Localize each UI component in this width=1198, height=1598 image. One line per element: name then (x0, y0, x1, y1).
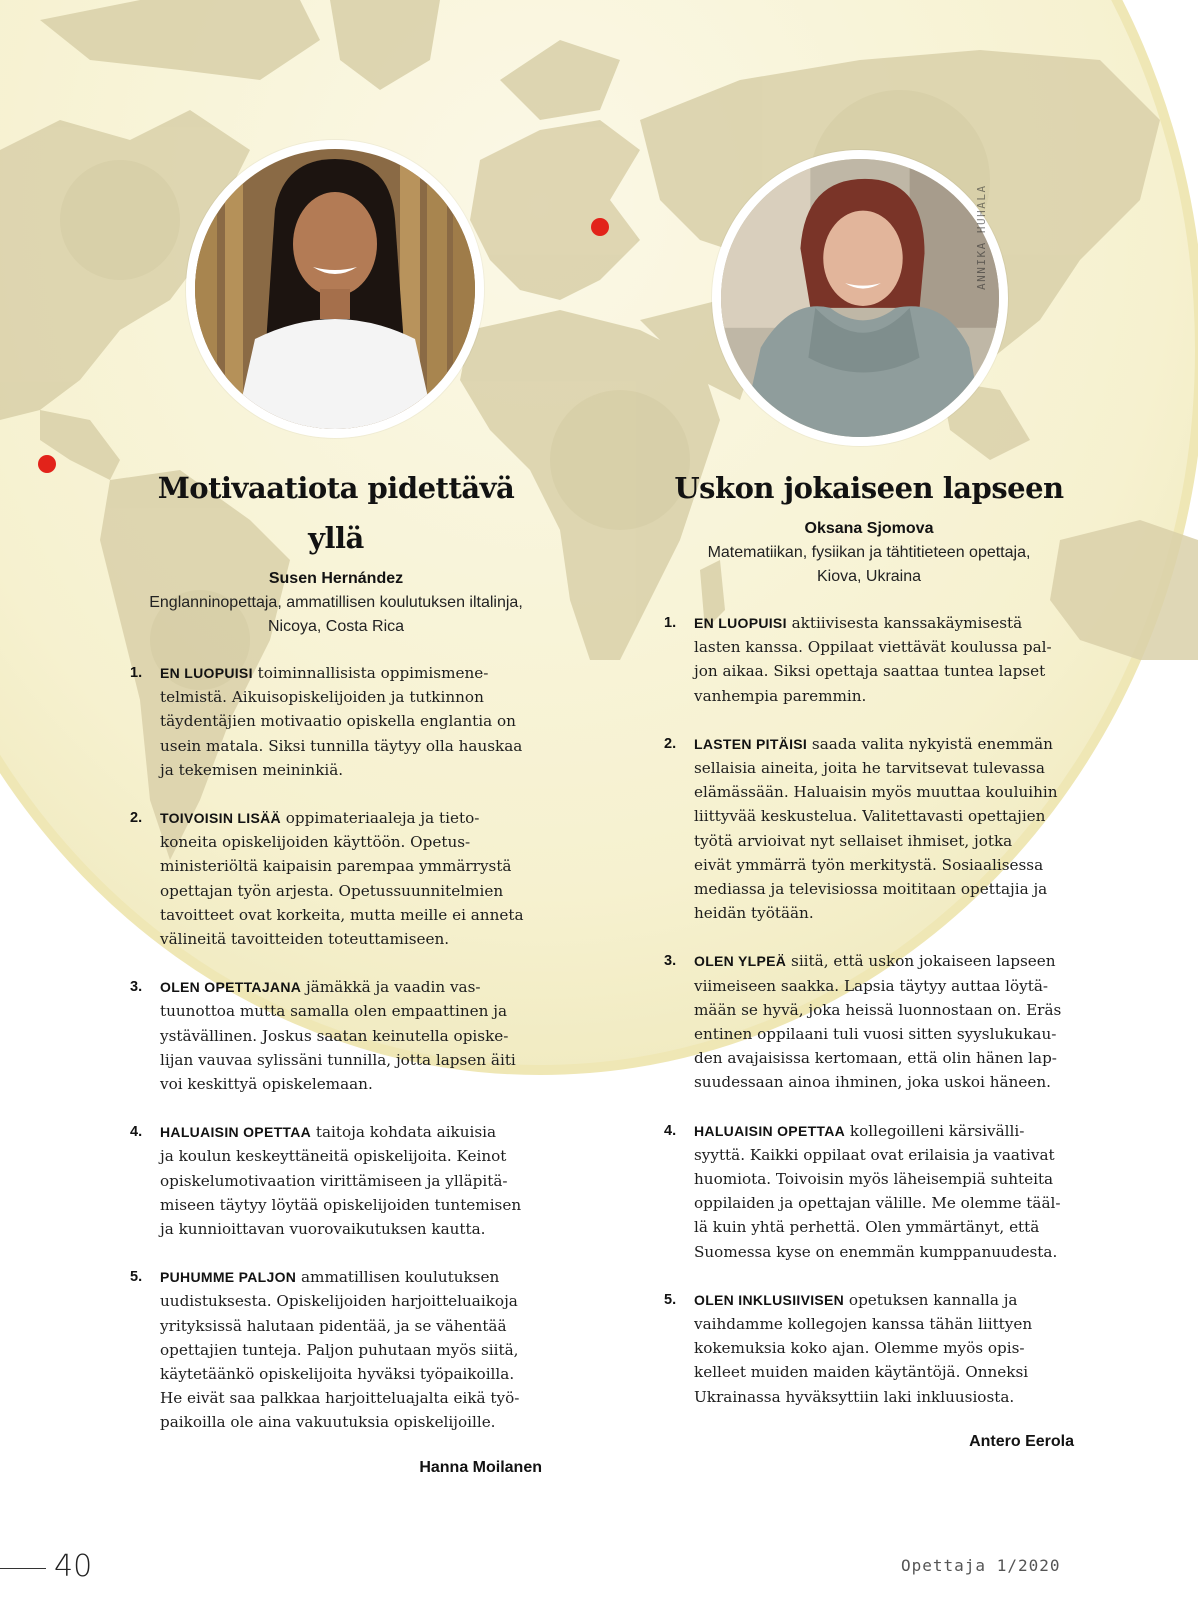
list-item (130, 1120, 542, 1241)
item-lead: LASTEN PITÄISI (694, 735, 808, 752)
item-text (160, 1265, 542, 1434)
item-text (160, 806, 542, 951)
item-text (694, 1288, 1074, 1409)
page-number-rule (0, 1568, 46, 1569)
left-column (130, 463, 542, 1477)
item-number: 4. (130, 1124, 143, 1141)
left-person-role: Englanninopettaja, ammatillisen koulutuksen iltalinja, (149, 594, 523, 611)
list-item (130, 1265, 542, 1434)
item-body: toiminnallisista oppimismene- telmistä. Aikuisopiskelijoiden ja tutkinnon täydentäjien motivaatio opiskella englantia on usein matala. Siksi tunnilla täytyy olla hauskaa ja tekemisen meininkiä. (160, 664, 523, 779)
item-text (694, 949, 1074, 1094)
item-text (694, 732, 1074, 926)
item-lead: OLEN OPETTAJANA (160, 979, 302, 996)
item-lead: OLEN INKLUSIIVISEN (694, 1291, 845, 1308)
item-number: 1. (664, 615, 677, 631)
item-lead: EN LUOPUISI (160, 665, 253, 681)
list-item (130, 661, 542, 782)
item-number: 2. (130, 810, 143, 827)
left-author: Hanna Moilanen (419, 1458, 542, 1476)
item-number: 4. (664, 1122, 677, 1139)
photo-credit: ANNIKA HUHALA (975, 184, 988, 290)
item-body: oppimateriaaleja ja tieto- koneita opiskelijoiden käyttöön. Opetus- ministeriöltä kaipaisin parempaa ymmärrystä opettajan työn arjesta. Opetussuunnitelmien tavoitteet ovat korkeita, mutta meille ei anneta välineitä tavoitteiden toteuttamiseen. (160, 809, 524, 949)
right-person-name: Oksana Sjomova (804, 520, 934, 537)
item-lead: HALUAISIN OPETTAA (694, 1122, 846, 1139)
list-item (664, 1119, 1074, 1264)
item-lead: TOIVOISIN LISÄÄ (160, 810, 281, 827)
item-body: aktiivisesta kanssakäymisestä lasten kanssa. Oppilaat viettävät koulussa pal- jon aikaa. Siksi opettaja saattaa tuntea lapset vanhempia paremmin. (694, 614, 1052, 705)
item-number: 5. (130, 1269, 143, 1286)
list-item (130, 975, 542, 1096)
item-text (160, 1120, 542, 1241)
issue-label: Opettaja 1/2020 (901, 1556, 1061, 1575)
item-text (694, 611, 1074, 708)
map-marker-icon (38, 455, 56, 473)
item-body: taitoja kohdata aikuisia ja koulun keskeyttäneitä opiskelijoita. Keinot opiskelumotivaation virittämiseen ja ylläpitä- miseen täytyy löytää opiskelijoiden tuntemisen ja kunnioittavan vuorovaikutuksen kautta. (160, 1123, 522, 1239)
left-person-place: Nicoya, Costa Rica (267, 618, 405, 635)
item-text (160, 661, 542, 782)
list-item (664, 1288, 1074, 1409)
right-author: Antero Eerola (969, 1432, 1074, 1450)
item-body: saada valita nykyistä enemmän sellaisia aineita, joita he tarvitsevat tulevassa elämässään. Haluaisin myös muuttaa kouluihin liittyvää keskustelua. Valitettavasti opettajien työtä arvioivat nyt sellaiset ihmiset, jotka eivät ymmärrä työn merkitystä. Sosiaalisessa mediassa ja televisiossa moititaan opettajia ja heidän työtään. (694, 734, 1058, 923)
list-item (130, 806, 542, 951)
right-person-role: Matematiikan, fysiikan ja tähtitieteen opettaja, (707, 544, 1031, 561)
item-body: kollegoilleni kärsivälli- syyttä. Kaikki oppilaat ovat erilaisia ja vaativat huomiota. Toivoisin myös läheisempiä suhteita oppilaiden ja opettajan välille. Me olemme tääl- lä kuin yhtä perhettä. Olen ymmärtänyt, että Suomessa kyse on enemmän kumppanuudesta. (694, 1121, 1061, 1261)
left-person-name: Susen Hernández (268, 570, 404, 587)
list-item (664, 949, 1074, 1094)
item-lead: EN LUOPUISI (694, 615, 787, 631)
right-column (664, 463, 1074, 1451)
right-headline: Uskon jokaiseen lapseen (674, 471, 1064, 505)
right-person-place: Kiova, Ukraina (816, 568, 922, 585)
item-lead: HALUAISIN OPETTAA (160, 1124, 312, 1141)
item-text (160, 975, 542, 1096)
portrait-susen-hernandez (186, 140, 484, 438)
item-number: 3. (130, 979, 143, 996)
item-body: siitä, että uskon jokaiseen lapseen viimeiseen saakka. Lapsia täytyy auttaa löytä- mään se hyvä, joka heissä luonnostaan on. Eräs entinen oppilaani tuli vuosi sitten syyslukukau- den avajaisissa kertomaan, että olin hänen lap- suudessaan ainoa ihminen, joka uskoi häneen. (694, 952, 1062, 1092)
item-number: 5. (664, 1291, 677, 1308)
left-headline: Motivaatiota pidettävä yllä (157, 471, 515, 555)
item-text (694, 1119, 1074, 1264)
page-number: 40 (54, 1549, 93, 1584)
map-marker-icon (591, 218, 609, 236)
portrait-oksana-sjomova (712, 150, 1008, 446)
item-lead: OLEN YLPEÄ (694, 953, 787, 970)
item-lead: PUHUMME PALJON (160, 1269, 297, 1286)
list-item (664, 611, 1074, 708)
item-number: 2. (664, 735, 677, 752)
item-number: 3. (664, 953, 677, 970)
left-list (130, 661, 542, 1435)
item-body: opetuksen kannalla ja vaihdamme kollegojen kanssa tähän liittyen kokemuksia koko ajan. Olemme myös opis- kelleet muiden maiden käytäntöjä. Onneksi Ukrainassa hyväksyttiin laki inkluusiosta. (694, 1290, 1033, 1406)
right-list (664, 611, 1074, 1409)
item-body: ammatillisen koulutuksen uudistuksesta. Opiskelijoiden harjoitteluaikoja yrityksissä halutaan pidentää, ja se vähentää opettajien tunteja. Paljon puhutaan myös siitä, käytetäänkö opiskelijoita hyväksi työpaikoilla. He eivät saa palkkaa harjoitteluajalta eikä työ- paikoilla ole aina vakuutuksia opiskelijoille. (160, 1268, 520, 1432)
item-body: jämäkkä ja vaadin vas- tuunottoa mutta samalla olen empaattinen ja ystävällinen. Joskus saatan keinutella opiske- lijan vauvaa sylissäni tunnilla, jotta lapsen äiti voi keskittyä opiskelemaan. (160, 978, 516, 1094)
item-number: 1. (130, 665, 143, 681)
list-item (664, 732, 1074, 926)
